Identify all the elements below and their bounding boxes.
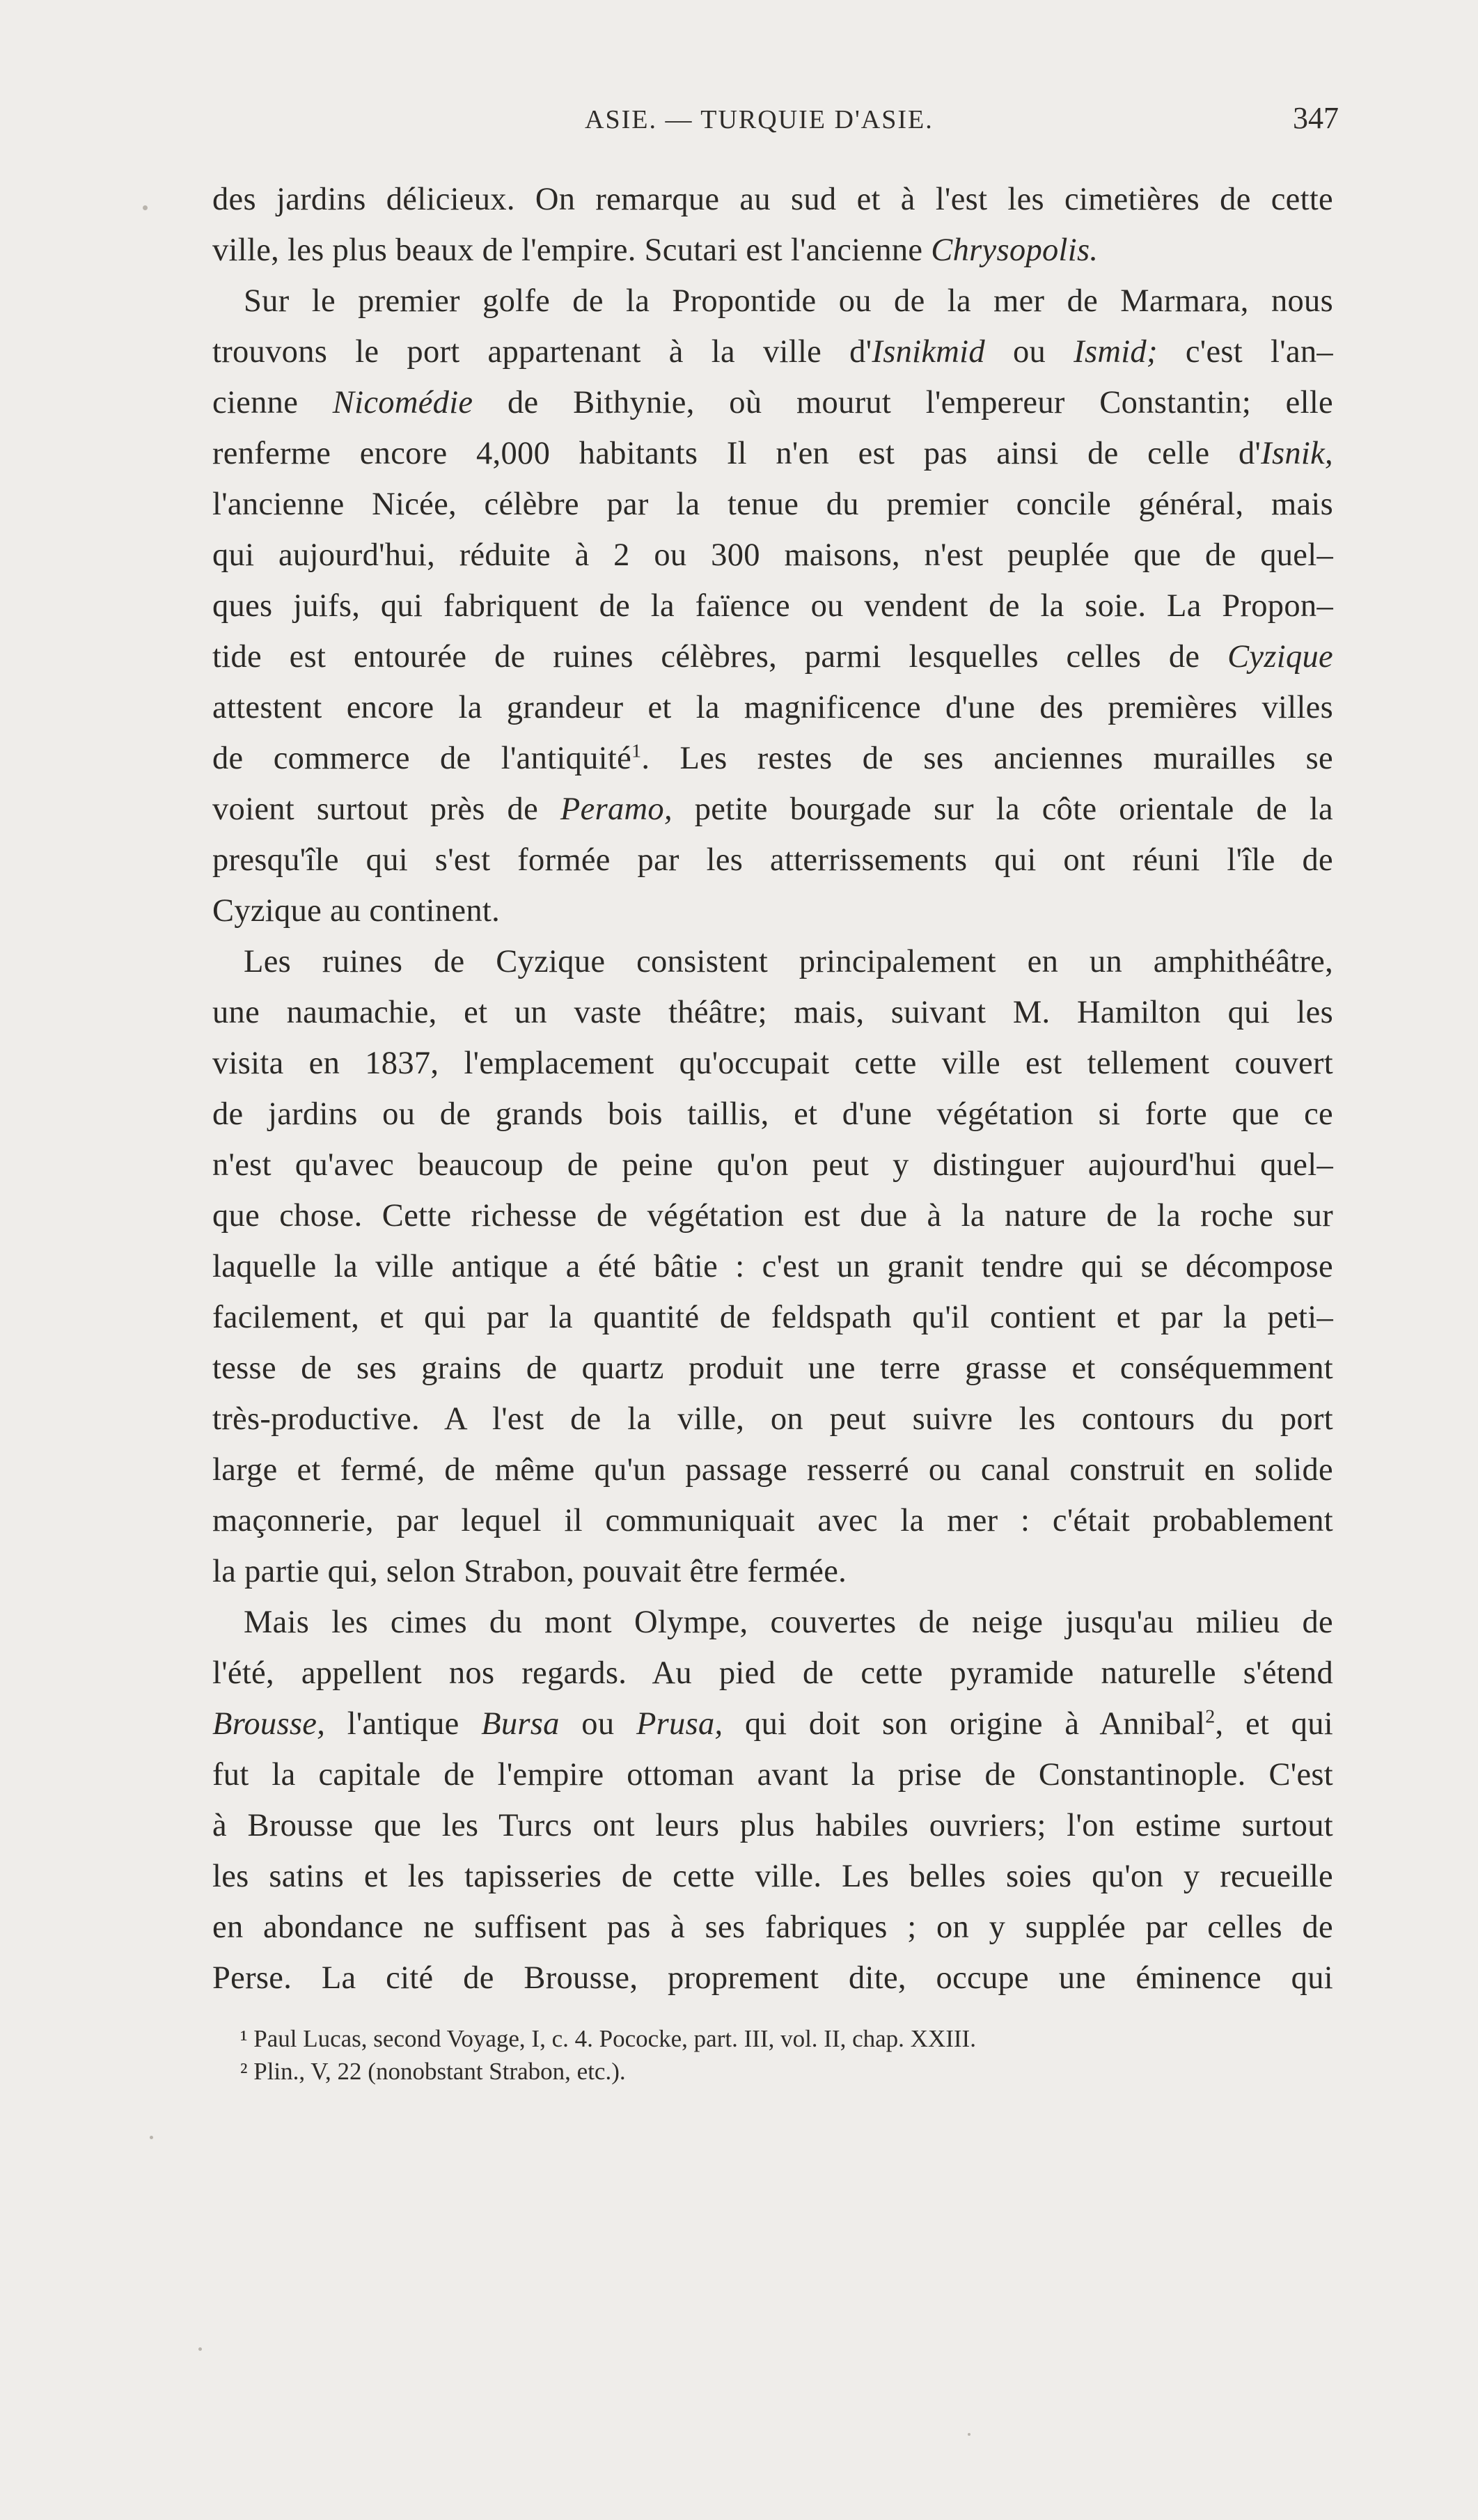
text-line: en abondance ne suffisent pas à ses fabriques ; on y supplée par celles de	[212, 1909, 1333, 1945]
text-line: ville, les plus beaux de l'empire. Scutari est l'ancienne Chrysopolis.	[212, 233, 1099, 268]
text-line: une naumachie, et un vaste théâtre; mais, suivant M. Hamilton qui les	[212, 995, 1333, 1030]
text-line: l'ancienne Nicée, célèbre par la tenue du premier concile général, mais	[212, 487, 1333, 522]
paper-speck	[150, 2136, 153, 2139]
text-line: fut la capitale de l'empire ottoman avant la prise de Constantinople. C'est	[212, 1757, 1333, 1793]
text-line: Les ruines de Cyzique consistent principalement en un amphithéâtre,	[244, 944, 1333, 979]
text-line: maçonnerie, par lequel il communiquait avec la mer : c'était probablement	[212, 1503, 1333, 1538]
text-line: presqu'île qui s'est formée par les atterrissements qui ont réuni l'île de	[212, 842, 1333, 878]
text-line: Mais les cimes du mont Olympe, couvertes de neige jusqu'au milieu de	[244, 1605, 1333, 1640]
footnotes	[212, 2022, 1333, 2088]
text-line: l'été, appellent nos regards. Au pied de cette pyramide naturelle s'étend	[212, 1655, 1333, 1691]
text-line: que chose. Cette richesse de végétation est due à la nature de la roche sur	[212, 1198, 1333, 1234]
text-line: facilement, et qui par la quantité de feldspath qu'il contient et par la peti–	[212, 1300, 1333, 1335]
text-line: ques juifs, qui fabriquent de la faïence ou vendent de la soie. La Propon–	[212, 588, 1333, 624]
text-line: trouvons le port appartenant à la ville d'Isnikmid ou Ismid; c'est l'an–	[212, 334, 1333, 370]
text-line: qui aujourd'hui, réduite à 2 ou 300 maisons, n'est peuplée que de quel–	[212, 537, 1333, 573]
text-line: voient surtout près de Peramo, petite bourgade sur la côte orientale de la	[212, 792, 1333, 827]
text-line: les satins et les tapisseries de cette ville. Les belles soies qu'on y recueille	[212, 1859, 1333, 1894]
footnote: ² Plin., V, 22 (nonobstant Strabon, etc.).	[240, 2058, 626, 2085]
text-line: cienne Nicomédie de Bithynie, où mourut l'empereur Constantin; elle	[212, 385, 1334, 420]
text-line: Sur le premier golfe de la Propontide ou de la mer de Marmara, nous	[244, 283, 1333, 319]
paper-speck	[198, 2347, 202, 2351]
running-title: ASIE. — TURQUIE D'ASIE.	[585, 105, 934, 134]
text-line: de commerce de l'antiquité$^1$. Les restes de ses anciennes murailles se	[212, 740, 1333, 776]
text-line: tesse de ses grains de quartz produit une terre grasse et conséquemment	[212, 1350, 1333, 1386]
text-line: Brousse, l'antique Bursa ou Prusa, qui doit son origine à Annibal$^2$, et qui	[212, 1706, 1333, 1742]
page-header	[212, 101, 1347, 146]
text-line: très-productive. A l'est de la ville, on peut suivre les contours du port	[212, 1401, 1333, 1437]
paper-speck	[968, 2433, 970, 2436]
body-text	[212, 174, 1333, 2003]
text-line: des jardins délicieux. On remarque au sud et à l'est les cimetières de cette	[212, 182, 1333, 217]
footnote: ¹ Paul Lucas, second Voyage, I, c. 4. Pococke, part. III, vol. II, chap. XXIII.	[240, 2025, 976, 2052]
text-line: renferme encore 4,000 habitants Il n'en est pas ainsi de celle d'Isnik,	[212, 436, 1333, 471]
text-line: de jardins ou de grands bois taillis, et d'une végétation si forte que ce	[212, 1096, 1333, 1132]
text-line: laquelle la ville antique a été bâtie : c'est un granit tendre qui se décompose	[212, 1249, 1333, 1284]
text-line: tide est entourée de ruines célèbres, parmi lesquelles celles de Cyzique	[212, 639, 1333, 675]
paper-speck	[143, 205, 148, 210]
text-line: Perse. La cité de Brousse, proprement dite, occupe une éminence qui	[212, 1960, 1333, 1996]
text-line: visita en 1837, l'emplacement qu'occupait cette ville est tellement couvert	[212, 1046, 1333, 1081]
text-line: Cyzique au continent.	[212, 893, 501, 929]
text-line: attestent encore la grandeur et la magnificence d'une des premières villes	[212, 690, 1333, 725]
text-line: la partie qui, selon Strabon, pouvait être fermée.	[212, 1554, 847, 1589]
text-line: large et fermé, de même qu'un passage resserré ou canal construit en solide	[212, 1452, 1333, 1488]
text-line: n'est qu'avec beaucoup de peine qu'on peut y distinguer aujourd'hui quel–	[212, 1147, 1333, 1183]
text-line: à Brousse que les Turcs ont leurs plus habiles ouvriers; l'on estime surtout	[212, 1808, 1333, 1843]
page-number: 347	[1293, 101, 1339, 135]
